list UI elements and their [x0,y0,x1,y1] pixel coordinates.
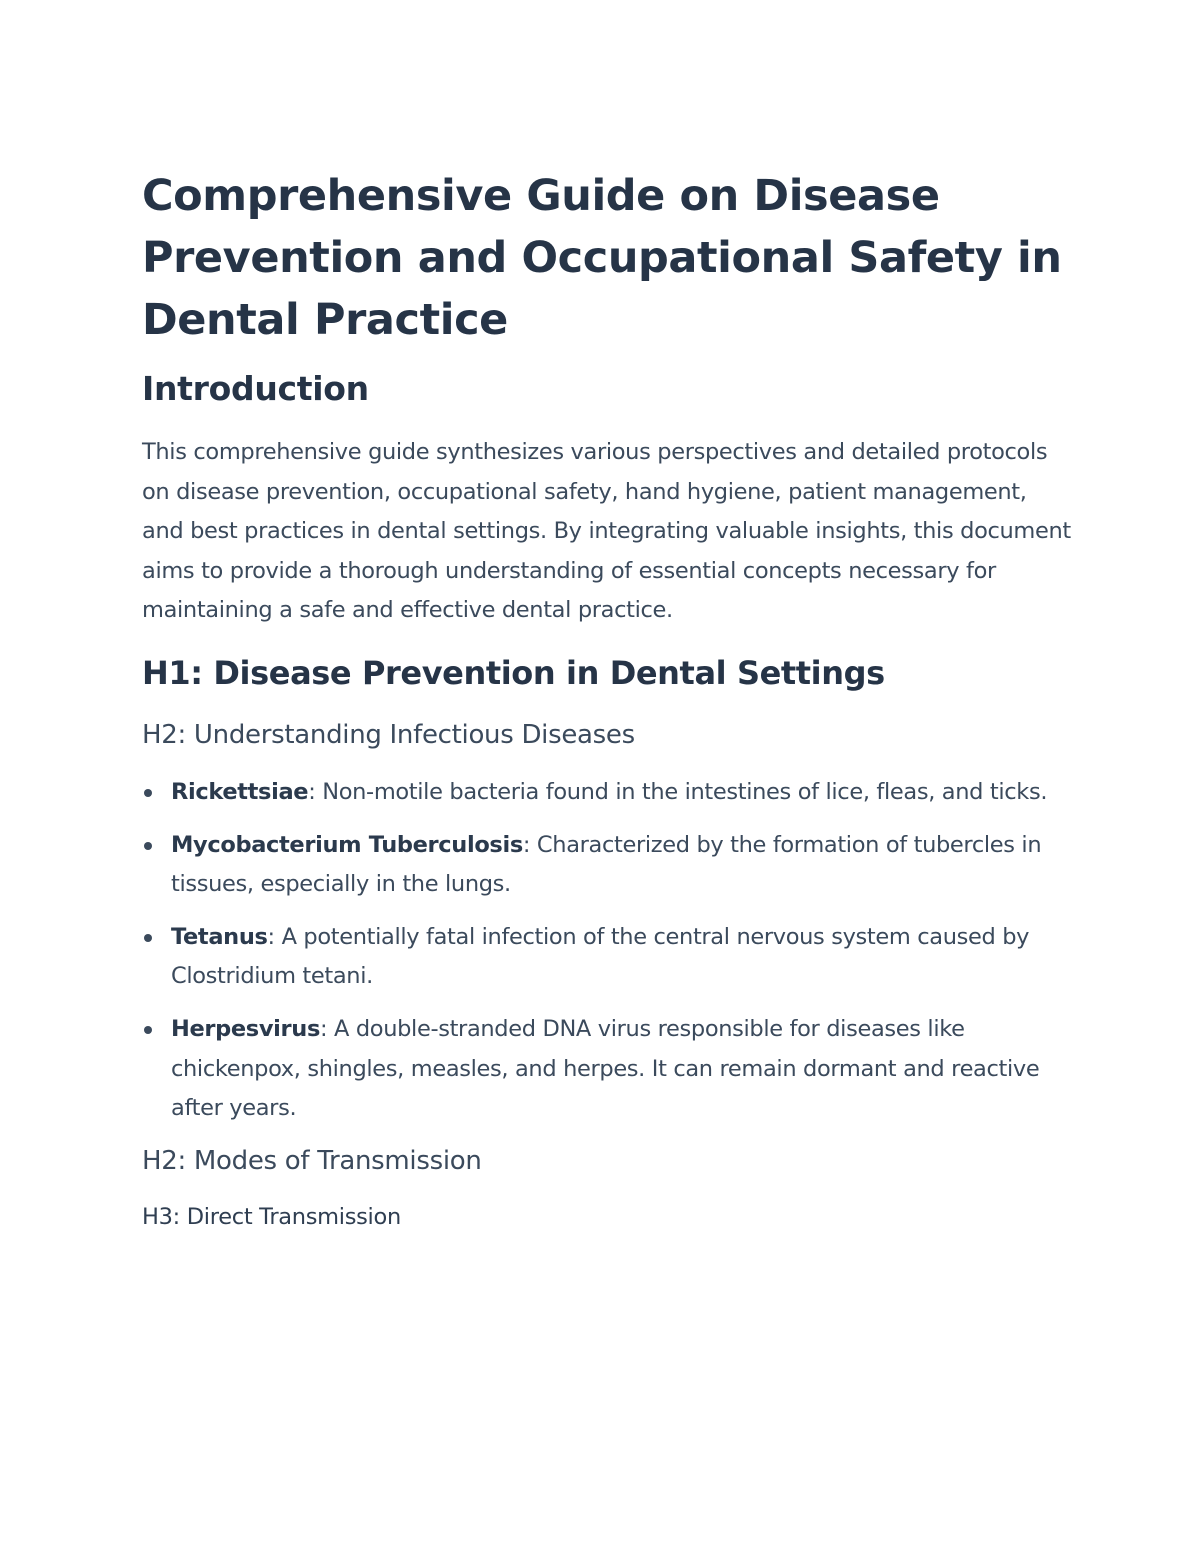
bullet-icon [144,934,152,942]
subsubsection-heading-direct-transmission: H3: Direct Transmission [142,1203,401,1230]
list-item-description: : Non-motile bacteria found in the intestines of lice, fleas, and ticks. [308,778,1048,805]
list-item-term: Tetanus [171,923,268,950]
bullet-icon [144,842,152,850]
document-page [142,165,1072,1233]
document-title: Comprehensive Guide on Disease Prevention and Occupational Safety in Dental Practice [142,171,1062,345]
list-item [142,1010,1072,1129]
infectious-diseases-list [142,773,1072,1129]
list-item-term: Rickettsiae [171,778,309,805]
list-item-term: Mycobacterium Tuberculosis [171,831,523,858]
list-item-description: : A double-stranded DNA virus responsible for diseases like chickenpox, shingles, measles, and herpes. It can remain dormant and reactive after years. [171,1015,1040,1122]
list-item [142,826,1072,905]
subsection-heading-modes-of-transmission: H2: Modes of Transmission [142,1145,482,1176]
list-item [142,918,1072,997]
section-heading-disease-prevention: H1: Disease Prevention in Dental Settings [142,653,885,692]
subsection-heading-infectious-diseases: H2: Understanding Infectious Diseases [142,719,635,750]
list-item-description: : Characterized by the formation of tubercles in tissues, especially in the lungs. [171,831,1042,898]
list-item [142,773,1072,813]
list-item-term: Herpesvirus [171,1015,320,1042]
introduction-paragraph: This comprehensive guide synthesizes various perspectives and detailed protocols on disease prevention, occupational safety, hand hygiene, patient management, and best practices in dental settings. By integrating valuable insights, this document aims to provide a thorough understanding of essential concepts necessary for maintaining a safe and effective dental practice. [142,439,1071,624]
bullet-icon [144,789,152,797]
bullet-icon [144,1026,152,1034]
list-item-description: : A potentially fatal infection of the central nervous system caused by Clostridium tetani. [171,923,1030,990]
introduction-heading: Introduction [142,369,369,408]
